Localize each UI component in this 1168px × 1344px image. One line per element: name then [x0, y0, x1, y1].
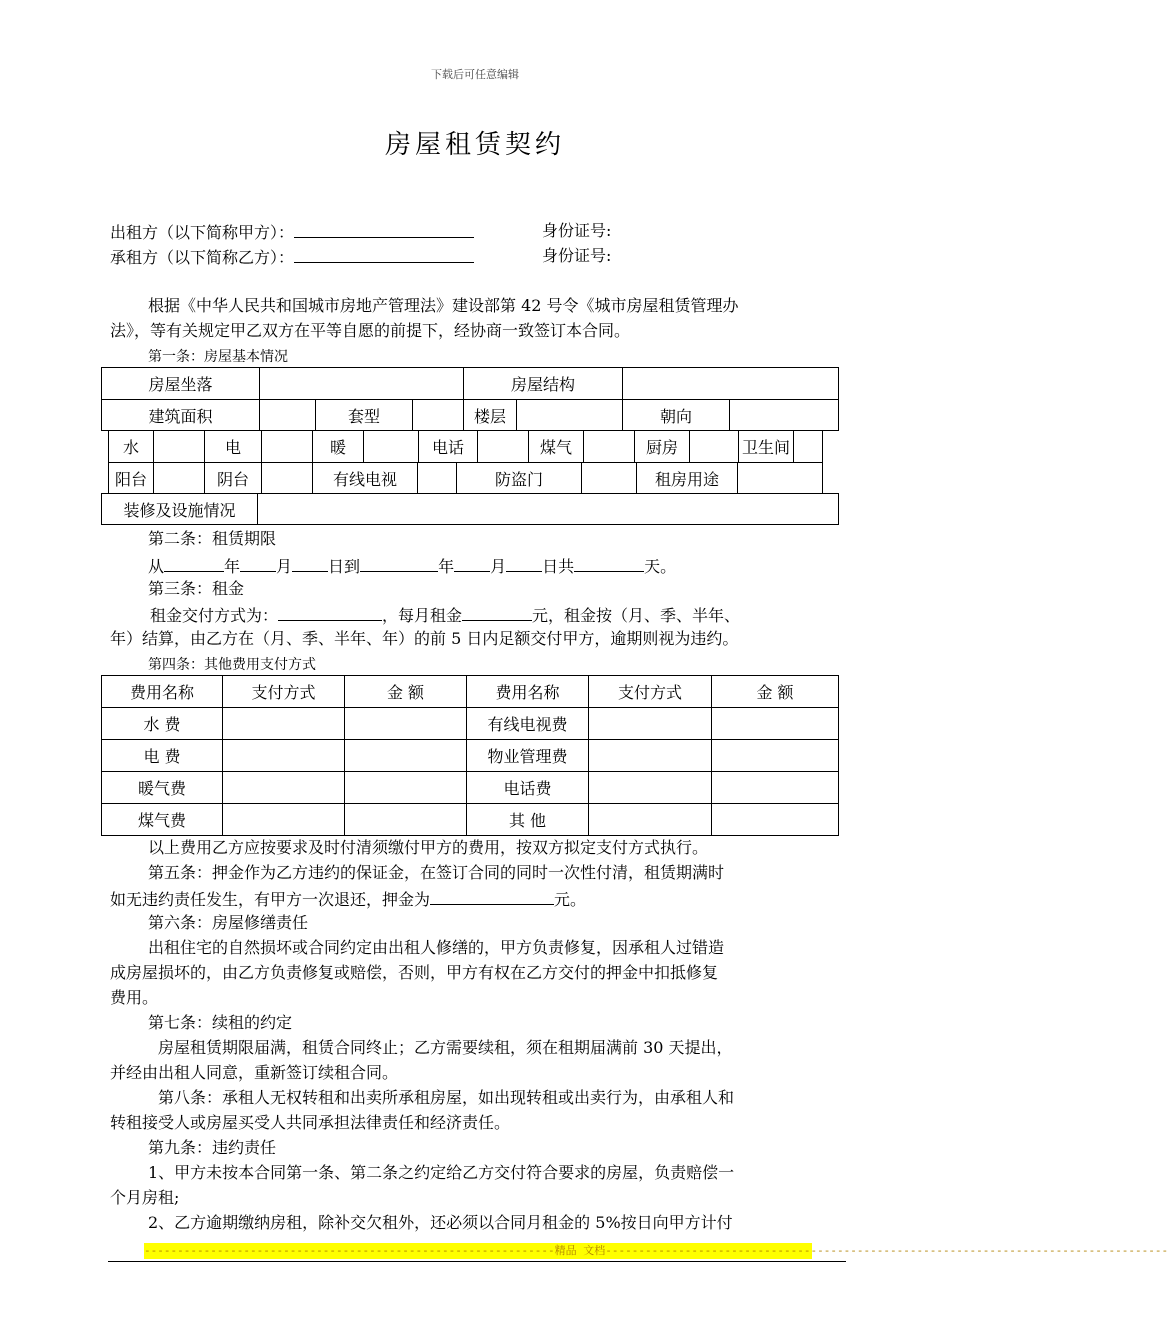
- house-area-label: 建筑面积: [102, 400, 260, 431]
- article-8-line-1: 第八条：承租人无权转租和出卖所承租房屋，如出现转租或出卖行为，由承租人和: [158, 1088, 735, 1107]
- party-a-label: 出租方（以下简称甲方）：: [110, 223, 295, 242]
- shade-balcony-label: 阴台: [205, 463, 262, 494]
- deposit-label: 如无违约责任发生，有甲方一次退还，押金为: [110, 890, 431, 909]
- rent-line-1: [150, 602, 740, 628]
- fee-method-cell[interactable]: [223, 772, 345, 804]
- table-row: [102, 772, 839, 804]
- decoration-value[interactable]: [258, 494, 839, 525]
- fee-amount-cell[interactable]: [345, 772, 467, 804]
- house-structure-label: 房屋结构: [464, 368, 623, 400]
- article-8-line-2: 转租接受人或房屋买受人共同承担法律责任和经济责任。: [110, 1113, 511, 1132]
- party-b-line: [110, 244, 474, 270]
- bathroom-value[interactable]: [794, 431, 823, 463]
- phone-label: 电话: [419, 431, 478, 463]
- fee-name: 有线电视费: [467, 708, 589, 740]
- article-6-heading: 第六条：房屋修缮责任: [148, 913, 309, 932]
- house-decoration-table: [101, 493, 839, 525]
- article-3-heading: 第三条：租金: [148, 579, 245, 598]
- lease-period-line: [148, 553, 676, 579]
- start-day-blank[interactable]: [292, 553, 328, 572]
- intro-line-1: 根据《中华人民共和国城市房地产管理法》建设部第 42 号令《城市房屋租赁管理办: [148, 296, 739, 315]
- fees-note: 以上费用乙方应按要求及时付清须缴付甲方的费用，按双方拟定支付方式执行。: [148, 838, 709, 857]
- party-a-id-label: 身份证号:: [542, 221, 612, 240]
- house-area-value[interactable]: [260, 400, 316, 430]
- house-orientation-value[interactable]: [730, 400, 839, 431]
- total-days-blank[interactable]: [574, 553, 644, 572]
- house-features-table: [108, 462, 823, 494]
- party-b-label: 承租方（以下简称乙方）：: [110, 248, 295, 267]
- period-from: 从: [148, 557, 165, 576]
- gas-value[interactable]: [584, 431, 635, 463]
- fee-method-cell[interactable]: [223, 740, 345, 772]
- shade-balcony-value[interactable]: [262, 463, 313, 494]
- fee-amount-cell[interactable]: [345, 740, 467, 772]
- article-7-line-1: 房屋租赁期限届满，租赁合同终止；乙方需要续租，须在租期届满前 30 天提出，: [158, 1038, 733, 1057]
- party-b-blank[interactable]: [294, 244, 474, 263]
- party-b-id-label: 身份证号:: [542, 246, 612, 265]
- rent-method-blank[interactable]: [278, 602, 382, 621]
- cable-tv-label: 有线电视: [313, 463, 418, 494]
- kitchen-value[interactable]: [690, 431, 739, 463]
- period-month-2: 月: [490, 557, 507, 576]
- fee-name: 电 费: [102, 740, 223, 772]
- end-year-blank[interactable]: [360, 553, 438, 572]
- deposit-blank[interactable]: [430, 886, 554, 905]
- house-floor-label: 楼层: [464, 400, 517, 431]
- house-type-value[interactable]: [413, 400, 463, 430]
- rent-line-2: 年）结算，由乙方在（月、季、半年、年）的前 5 日内足额交付甲方，逾期则视为违约。: [110, 629, 739, 648]
- article-9-heading: 第九条：违约责任: [148, 1138, 277, 1157]
- kitchen-label: 厨房: [635, 431, 690, 463]
- bathroom-label: 卫生间: [739, 431, 794, 463]
- intro-line-2: 法》，等有关规定甲乙双方在平等自愿的前提下，经协商一致签订本合同。: [110, 321, 631, 340]
- footer-text: 精品 文档: [554, 1244, 606, 1257]
- fee-method-cell[interactable]: [589, 708, 712, 740]
- period-year-1: 年: [224, 557, 241, 576]
- gas-label: 煤气: [529, 431, 584, 463]
- balcony-label: 阳台: [109, 463, 154, 494]
- monthly-rent-blank[interactable]: [462, 602, 532, 621]
- deposit-unit: 元。: [554, 890, 587, 909]
- fee-method-cell[interactable]: [589, 740, 712, 772]
- article-5-line-1: 第五条：押金作为乙方违约的保证金，在签订合同的同时一次性付清，租赁期满时: [148, 863, 725, 882]
- header-note: 下载后可任意编辑: [431, 68, 519, 81]
- end-day-blank[interactable]: [506, 553, 542, 572]
- party-a-line: [110, 219, 474, 245]
- fee-amount-cell[interactable]: [712, 740, 839, 772]
- rent-method-label: 租金交付方式为：: [150, 606, 279, 625]
- rent-settlement-text: 元，租金按（月、季、半年、: [532, 606, 741, 625]
- period-days: 天。: [644, 557, 677, 576]
- article-4-heading: 第四条：其他费用支付方式: [148, 657, 316, 673]
- security-door-value[interactable]: [582, 463, 637, 494]
- table-row: [102, 740, 839, 772]
- footer-divider: [108, 1261, 846, 1262]
- decoration-label: 装修及设施情况: [102, 494, 258, 525]
- fee-name: 暖气费: [102, 772, 223, 804]
- fee-method-cell[interactable]: [589, 804, 712, 836]
- table-row: [102, 804, 839, 836]
- footer-banner: --------------------------------------------------------------精品 文档-------------------------------------------------------------------------------------: [144, 1244, 1168, 1257]
- fee-name: 其 他: [467, 804, 589, 836]
- fee-name: 电话费: [467, 772, 589, 804]
- fees-header-method-1: 支付方式: [223, 676, 345, 708]
- table-row: [102, 708, 839, 740]
- fee-name: 物业管理费: [467, 740, 589, 772]
- fee-method-cell[interactable]: [223, 708, 345, 740]
- fee-amount-cell[interactable]: [712, 804, 839, 836]
- house-type-label: 套型: [316, 400, 413, 430]
- fee-method-cell[interactable]: [589, 772, 712, 804]
- fees-header-name-1: 费用名称: [102, 676, 223, 708]
- fees-table: [101, 675, 839, 836]
- period-month-1: 月: [276, 557, 293, 576]
- phone-value[interactable]: [478, 431, 529, 463]
- article-6-line-3: 费用。: [110, 988, 159, 1007]
- article-7-line-2: 并经由出租人同意，重新签订续租合同。: [110, 1063, 399, 1082]
- article-6-line-1: 出租住宅的自然损坏或合同约定由出租人修缮的，甲方负责修复，因承租人过错造: [148, 938, 725, 957]
- house-location-value[interactable]: [260, 368, 464, 400]
- house-structure-value[interactable]: [623, 368, 839, 400]
- monthly-rent-label: ，每月租金: [382, 606, 463, 625]
- fee-amount-cell[interactable]: [345, 708, 467, 740]
- balcony-value[interactable]: [154, 463, 205, 494]
- water-value[interactable]: [154, 431, 205, 463]
- period-year-2: 年: [438, 557, 455, 576]
- start-month-blank[interactable]: [240, 553, 276, 572]
- article-9-line-1: 1、甲方未按本合同第一条、第二条之约定给乙方交付符合要求的房屋，负责赔偿一: [148, 1163, 735, 1182]
- house-utilities-table: [108, 430, 823, 463]
- fees-header-amount-2: 金 额: [712, 676, 839, 708]
- period-day-total: 日共: [542, 557, 575, 576]
- house-orientation-label: 朝向: [623, 400, 730, 431]
- house-floor-value[interactable]: [517, 400, 623, 431]
- house-area-type-cell: [260, 400, 464, 431]
- usage-value[interactable]: [738, 463, 823, 494]
- fee-name: 水 费: [102, 708, 223, 740]
- article-7-heading: 第七条：续租的约定: [148, 1013, 293, 1032]
- fee-method-cell[interactable]: [223, 804, 345, 836]
- heating-value[interactable]: [364, 431, 419, 463]
- article-9-line-3: 2、乙方逾期缴纳房租，除补交欠租外，还必须以合同月租金的 5%按日向甲方计付: [148, 1213, 733, 1232]
- article-5-line-2: [110, 886, 586, 912]
- house-location-label: 房屋坐落: [102, 368, 260, 400]
- fee-amount-cell[interactable]: [712, 772, 839, 804]
- article-2-heading: 第二条：租赁期限: [148, 529, 277, 548]
- document-title: 房屋租赁契约: [384, 130, 565, 160]
- article-9-line-2: 个月房租;: [110, 1188, 180, 1207]
- security-door-label: 防盗门: [457, 463, 582, 494]
- fees-header-name-2: 费用名称: [467, 676, 589, 708]
- article-1-heading: 第一条：房屋基本情况: [148, 349, 288, 365]
- party-a-blank[interactable]: [294, 219, 474, 238]
- fees-header-method-2: 支付方式: [589, 676, 712, 708]
- article-6-line-2: 成房屋损坏的，由乙方负责修复或赔偿，否则，甲方有权在乙方交付的押金中扣抵修复: [110, 963, 719, 982]
- end-month-blank[interactable]: [454, 553, 490, 572]
- fees-header-amount-1: 金 额: [345, 676, 467, 708]
- fee-name: 煤气费: [102, 804, 223, 836]
- house-info-table-top: [101, 367, 839, 431]
- fee-amount-cell[interactable]: [712, 708, 839, 740]
- period-day-to: 日到: [328, 557, 361, 576]
- start-year-blank[interactable]: [164, 553, 224, 572]
- heating-label: 暖: [313, 431, 364, 463]
- fee-amount-cell[interactable]: [345, 804, 467, 836]
- water-label: 水: [109, 431, 154, 463]
- usage-label: 租房用途: [637, 463, 738, 494]
- cable-tv-value[interactable]: [418, 463, 457, 494]
- electricity-label: 电: [205, 431, 262, 463]
- electricity-value[interactable]: [262, 431, 313, 463]
